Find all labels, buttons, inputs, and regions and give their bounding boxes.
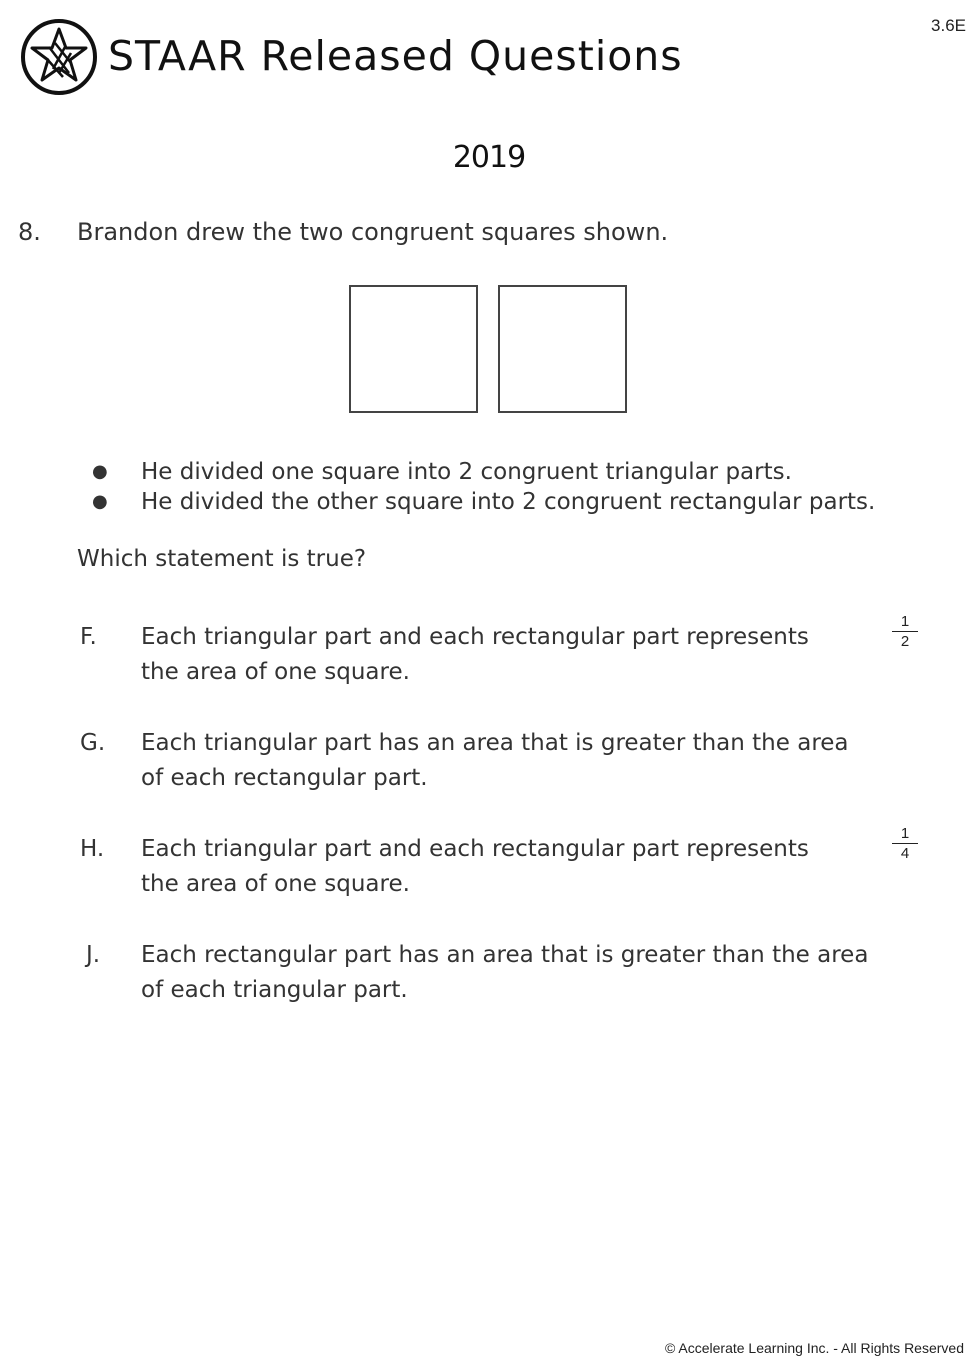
square-left [350, 286, 477, 412]
choice-line-1: Each triangular part and each rectangular part represents [141, 624, 809, 650]
bullet-dot: ● [92, 461, 108, 482]
fraction-one-half: $\frac{1}{2}$ [892, 613, 918, 650]
bullet-list [92, 457, 875, 517]
choice-line-2: the area of one square. [141, 659, 410, 685]
bullet-dot: ● [92, 491, 108, 512]
page-title: STAAR Released Questions [108, 32, 683, 80]
list-item: ● He divided the other square into 2 congruent rectangular parts. [92, 489, 876, 515]
choice-letter: F. [80, 624, 97, 650]
list-item: ● He divided one square into 2 congruent triangular parts. [92, 459, 792, 485]
choice-letter: G. [80, 730, 106, 756]
choice-letter: J. [86, 942, 101, 968]
standard-code: 3.6E [931, 16, 966, 35]
choice-line-1: Each triangular part has an area that is greater than the area [141, 730, 849, 756]
choice-line-2: of each triangular part. [141, 977, 408, 1003]
choice-letter: H. [80, 836, 105, 862]
choice-line-1: Each rectangular part has an area that is greater than the area [141, 942, 869, 968]
copyright-footer: © Accelerate Learning Inc. - All Rights Reserved [664, 1340, 964, 1356]
choice-line-1: Each triangular part and each rectangular part represents [141, 836, 809, 862]
choice-line-2: of each rectangular part. [141, 765, 428, 791]
question-stem: Brandon drew the two congruent squares shown. [77, 218, 669, 246]
choice-line-2: the area of one square. [141, 871, 410, 897]
square-right [499, 286, 626, 412]
year-heading: 2019 [452, 140, 526, 175]
star-circle-icon [19, 17, 99, 97]
question-number: 8. [18, 218, 41, 246]
question-prompt: Which statement is true? [77, 546, 367, 572]
congruent-squares-figure [348, 284, 630, 414]
fraction-one-fourth: $\frac{1}{4}$ [892, 825, 918, 862]
